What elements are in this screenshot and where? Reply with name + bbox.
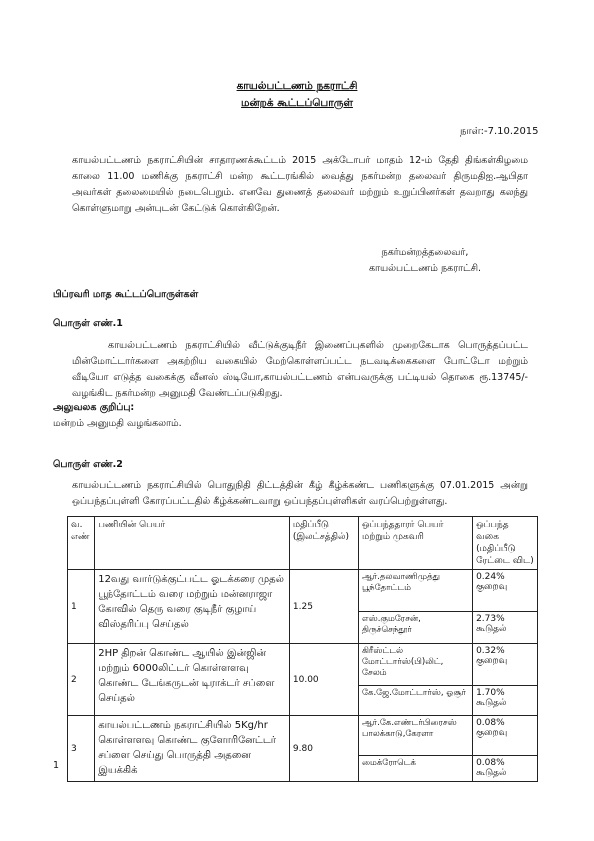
row-bidder: கே.ஜே.மோட்டார்ஸ், ஓசூர் [358, 686, 472, 716]
row-bidder: கிரீஸ்ட்டல் மோட்டார்ஸ்(பி)லிட், சேலம் [358, 644, 472, 686]
item2-text: காயல்பட்டணம் நகராட்சியில் பொதுநிதி திட்டத்தின் கீழ் கீழ்க்கண்ட பணிகளுக்கு 07.01.2015 அன்று ஒப்பந்தப்புள்ளி கோரப்பட்டதில் கீழ்க்கண்டவாறு ஒப்பந்தப்புள்ளிகள் வரப்பெற்றுள்ளது. [72, 480, 528, 507]
row-rate: 0.08% கூடுதல் [473, 756, 538, 782]
tender-table [67, 516, 538, 782]
header-estimate: மதிப்பீடு (இலட்சத்தில்) [289, 517, 358, 570]
row-bidder: எஸ்.குமரேசன், திருச்செந்தூர் [358, 612, 472, 644]
row-work-name: 12வது வார்டுக்குட்பட்ட ஓடக்கரை முதல் பூந்தோட்டம் வரை மற்றும் மன்னராஜா கோவில் தெரு வரை குடிநீர் குழாய் விஸ்தரிப்பு செய்தல் [95, 570, 290, 644]
item2-heading: பொருள் எண்.2 [53, 459, 123, 470]
table-row [68, 716, 538, 756]
document-title: காயல்பட்டணம் நகராட்சி [236, 80, 358, 92]
row-estimate: 10.00 [289, 644, 358, 716]
header-rate: ஒப்பந்த வகை (மதிப்பீடு ரேட்டை விட) [473, 517, 538, 570]
intro-paragraph: காயல்பட்டணம் நகராட்சியின் சாதாரணக்கூட்டம் 2015 அக்டோபர் மாதம் 12-ம் தேதி திங்கள்கிழமை காலை 11.00 மணிக்கு நகராட்சி மன்ற கூட்டரங்கில் வைத்து நகர்மன்ற தலைவர் திருமதிஐ.ஆபிதா அவர்கள் தலைமையில் நடைபெறும். எனவே துணைத் தலைவர் மற்றும் உறுப்பினர்கள் தவறாது கலந்து கொள்ளுமாறு அன்புடன் கேட்டுக் கொள்கிறேன். [72, 155, 528, 214]
row-rate: 0.24% குறைவு [473, 570, 538, 612]
header-bidder: ஒப்பந்ததாரர் பெயர் மற்றும் முகவரி [358, 517, 472, 570]
header-serial-no: வ. எண் [68, 517, 95, 570]
table-header-row [68, 517, 538, 570]
item1-heading: பொருள் எண்.1 [53, 318, 123, 329]
item1-text: காயல்பட்டணம் நகராட்சியில் வீட்டுக்குடிநீர் இணைப்புகளில் முறைகேடாக பொருத்தப்பட்ட மின்மோட்டார்களை அகற்றிய வகையில் மேற்கொள்ளப்பட்ட நடவடிக்கைகளை போட்டோ மற்றும் வீடியோ எடுத்த வகைக்கு வீனஸ் ஸ்டியோ,காயல்பட்டணம் என்பவருக்கு பட்டியல் தொகை ரூ.13745/- வழங்கிட நகர்மன்ற அனுமதி வேண்டப்படுகிறது. [72, 340, 528, 399]
document-subtitle: மன்றக் கூட்டப்பொருள் [241, 97, 353, 109]
item1-note-text: மன்றம் அனுமதி வழங்கலாம். [53, 418, 182, 429]
signature-title: நகர்மன்றத்தலைவர், [381, 247, 469, 258]
table-row [68, 644, 538, 686]
row-serial-no: 2 [68, 644, 95, 716]
page-number: 1 [53, 760, 60, 771]
signature-office: காயல்பட்டணம் நகராட்சி. [368, 263, 482, 274]
document-date: நாள்:-7.10.2015 [460, 126, 539, 137]
row-work-name: காயல்பட்டணம் நகராட்சியில் 5Kg/hr கொள்ளளவு கொண்ட குளோரினேட்டர் சப்ளை செய்து பொருத்தி அதனை இயக்கிக் [95, 716, 290, 782]
row-serial-no: 3 [68, 716, 95, 782]
signature-block [340, 245, 510, 277]
row-rate: 0.08% குறைவு [473, 716, 538, 756]
row-rate: 1.70% கூடுதல் [473, 686, 538, 716]
table-row [68, 570, 538, 612]
section-heading: பிப்ரவரி மாத கூட்டப்பொருள்கள் [53, 289, 199, 300]
header-work-name: பணியின் பெயர் [95, 517, 290, 570]
row-bidder: ஆர்.கே.எண்டர்பிரைசஸ் பாலக்காடு,கேரளா [358, 716, 472, 756]
row-rate: 0.32% குறைவு [473, 644, 538, 686]
row-estimate: 1.25 [289, 570, 358, 644]
item1-note-heading: அலுவலக குறிப்பு: [53, 402, 135, 413]
row-rate: 2.73% கூடுதல் [473, 612, 538, 644]
row-bidder: மைக்ரோடெக் [358, 756, 472, 782]
row-work-name: 2HP திறன் கொண்ட ஆயில் இன்ஜின் மற்றும் 6000லிட்டர் கொள்ளளவு கொண்ட டேங்கருடன் டிராக்டர் சப்ளை செய்தல் [95, 644, 290, 716]
row-serial-no: 1 [68, 570, 95, 644]
row-bidder: ஆர்.தலவாணிமுத்து பூந்தோட்டம் [358, 570, 472, 612]
row-estimate: 9.80 [289, 716, 358, 782]
